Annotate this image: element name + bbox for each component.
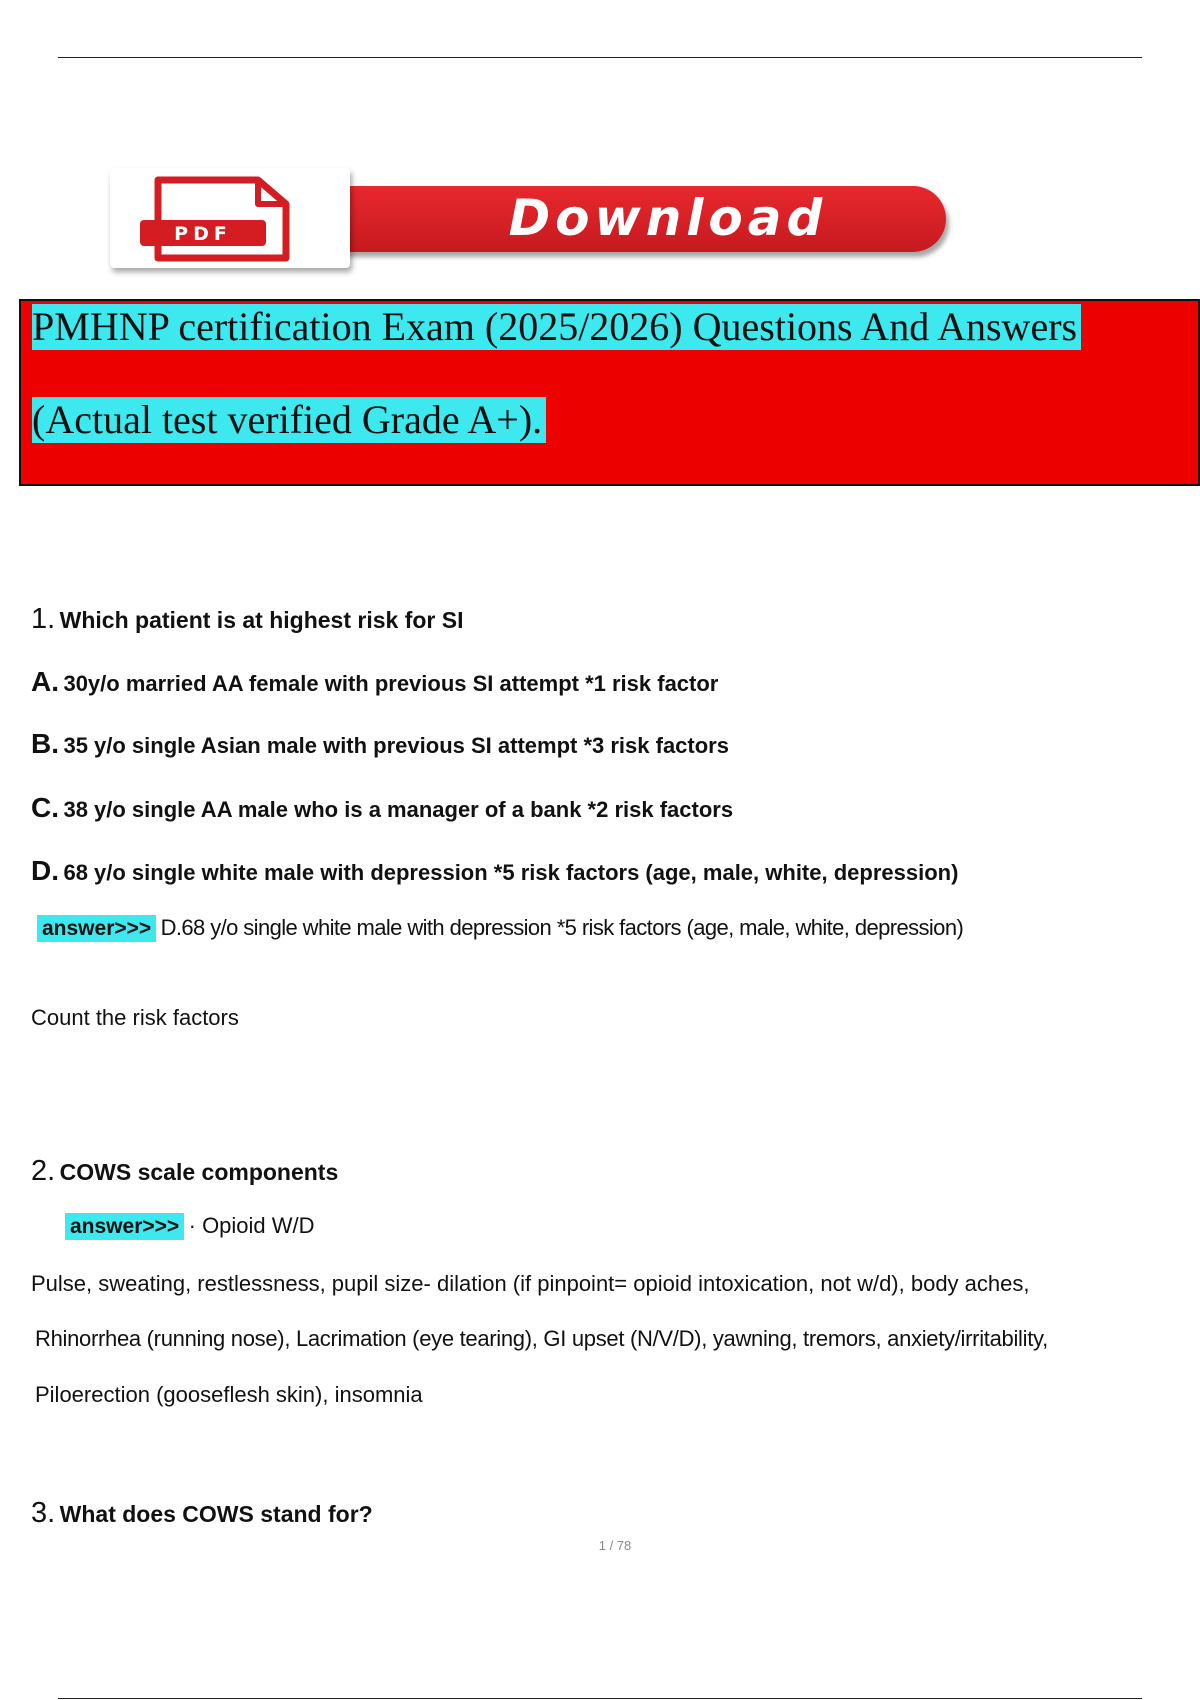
- top-rule: [58, 57, 1142, 58]
- bottom-rule: [58, 1698, 1142, 1699]
- pdf-file-icon: [138, 176, 318, 262]
- answer-text: · Opioid W/D: [188, 1213, 315, 1238]
- option-text: 30y/o married AA female with previous SI attempt *1 risk factor: [63, 671, 719, 696]
- option-a: [31, 666, 718, 698]
- answer-label: answer>>>: [37, 915, 156, 942]
- option-text: 35 y/o single Asian male with previous SI attempt *3 risk factors: [63, 733, 729, 758]
- answer-text: D.68 y/o single white male with depression *5 risk factors (age, male, white, depression): [160, 915, 964, 940]
- detail-line-2: Rhinorrhea (running nose), Lacrimation (eye tearing), GI upset (N/V/D), yawning, tremors, anxiety/irritability,: [35, 1326, 1048, 1351]
- option-text: 68 y/o single white male with depression *5 risk factors (age, male, white, depression): [63, 860, 959, 885]
- option-b: [31, 728, 729, 760]
- question-text: Which patient is at highest risk for SI: [59, 607, 464, 633]
- question-text: What does COWS stand for?: [59, 1501, 373, 1527]
- option-c: [31, 792, 733, 824]
- option-letter: D.: [31, 855, 59, 886]
- question-3: [31, 1497, 373, 1530]
- option-d: [31, 855, 958, 887]
- pdf-tile: [110, 168, 350, 268]
- question-1: [31, 603, 463, 636]
- option-letter: B.: [31, 728, 59, 759]
- question-number: 1.: [31, 603, 56, 635]
- option-text: 38 y/o single AA male who is a manager of a bank *2 risk factors: [63, 797, 734, 822]
- title-box: [19, 299, 1200, 486]
- detail-line-1: Pulse, sweating, restlessness, pupil size- dilation (if pinpoint= opioid intoxication, not w/d), body aches,: [31, 1271, 1030, 1296]
- pdf-label: PDF: [174, 223, 232, 245]
- page-number: 1 / 78: [598, 1538, 632, 1553]
- answer-label: answer>>>: [65, 1213, 184, 1240]
- answer-2: [65, 1213, 315, 1239]
- answer-1: [37, 915, 963, 941]
- question-number: 2.: [31, 1155, 56, 1187]
- question-2: [31, 1155, 338, 1188]
- detail-line-3: Piloerection (gooseflesh skin), insomnia: [35, 1382, 423, 1407]
- answer-note: Count the risk factors: [31, 1005, 239, 1030]
- download-label: Download: [508, 189, 828, 247]
- option-letter: A.: [31, 666, 59, 697]
- title-line-2: (Actual test verified Grade A+).: [32, 397, 546, 443]
- download-banner[interactable]: [108, 168, 968, 268]
- title-line-1: PMHNP certification Exam (2025/2026) Questions And Answers: [32, 304, 1081, 350]
- question-text: COWS scale components: [59, 1159, 339, 1185]
- option-letter: C.: [31, 792, 59, 823]
- question-number: 3.: [31, 1497, 56, 1529]
